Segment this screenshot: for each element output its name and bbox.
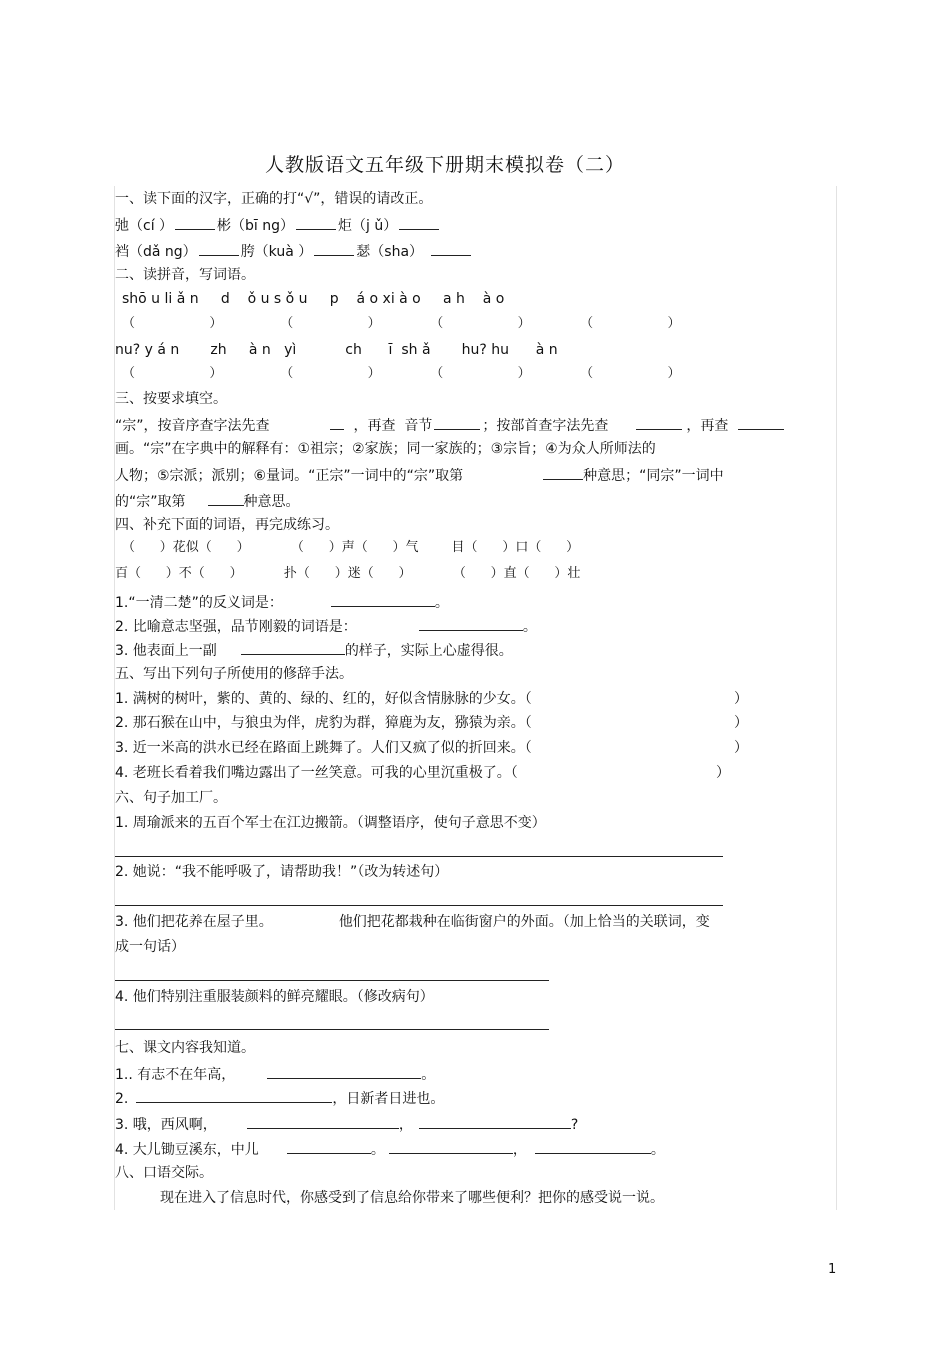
answer-blank[interactable]	[434, 413, 480, 430]
page-title: 人教版语文五年级下册期末模拟卷（二）	[264, 154, 625, 176]
s4-question-1	[115, 590, 449, 612]
s3-text: ，再查 音节	[353, 418, 433, 434]
answer-line[interactable]	[115, 980, 549, 981]
answer-blank[interactable]	[535, 1137, 651, 1154]
s7-question-1	[115, 1062, 435, 1084]
answer-blank[interactable]	[241, 638, 345, 655]
s4-text: 。	[434, 595, 449, 611]
answer-blank[interactable]	[419, 614, 523, 631]
s3-text: 种意思；“同宗”一词中	[583, 468, 724, 484]
s7-text: 3. 哦，西风啊，	[115, 1117, 217, 1133]
s7-text: 1.. 有志不在年高，	[115, 1067, 236, 1083]
section-6-heading: 六、句子加工厂。	[115, 790, 227, 806]
s7-text: ，日新者日进也。	[332, 1091, 445, 1107]
s4-text: 2. 比喻意志坚强，品节刚毅的词语是：	[115, 619, 357, 635]
s1-r2-item-1: 裆（dǎ ng）	[115, 244, 197, 260]
pinyin-row-2: nu? y á n zh à n yì ch ī sh ǎ hu? hu à n	[115, 342, 558, 358]
s3-text: ，再查	[686, 418, 729, 434]
s1-r2-item-3: 瑟（sha）	[356, 244, 424, 260]
section-1-heading: 一、读下面的汉字，正确的打“√”，错误的请改正。	[115, 191, 433, 207]
s7-text: 。	[370, 1142, 385, 1158]
answer-blank[interactable]	[399, 213, 439, 230]
section-4-heading: 四、补充下面的词语，再完成练习。	[115, 517, 339, 533]
s7-question-2	[115, 1086, 444, 1108]
s6-question-2: 2. 她说：“我不能呼吸了，请帮助我！”（改为转述句）	[115, 864, 449, 880]
answer-blank[interactable]	[543, 463, 583, 480]
answer-blank[interactable]	[331, 590, 435, 607]
pinyin-row-1: shō u li ǎ n d ǒ u s ǒ u p á o xi à o a h à o	[122, 291, 505, 307]
s7-text: ?	[570, 1117, 579, 1133]
idiom-row-2[interactable]: 百（ ）不（ ） 扑（ ）迷（ ） （ ）直（ ）壮	[115, 566, 581, 581]
s1-r1-item-2: 彬（bī ng）	[217, 218, 295, 234]
s3-text: 的“宗”取第	[115, 494, 186, 510]
s3-line-3	[115, 463, 724, 485]
section-7-heading: 七、课文内容我知道。	[115, 1040, 255, 1056]
answer-blank[interactable]	[247, 1112, 399, 1129]
rhetoric-item-1: 1. 满树的树叶，紫的、黄的、绿的、红的，好似含情脉脉的少女。（	[115, 691, 532, 707]
s7-text: 2.	[115, 1091, 129, 1107]
s1-r1-item-1: 弛（cí ）	[115, 218, 174, 234]
section-8-heading: 八、口语交际。	[115, 1165, 213, 1181]
s1-row-1	[115, 213, 441, 235]
answer-blank[interactable]	[330, 413, 344, 430]
answer-blank[interactable]	[287, 1137, 371, 1154]
answer-line[interactable]	[115, 856, 723, 857]
s7-question-4	[115, 1137, 665, 1159]
answer-blank[interactable]	[314, 239, 354, 256]
s4-question-2	[115, 614, 537, 636]
s3-text: 人物；⑤宗派；派别；⑥量词。“正宗”一词中的“宗”取第	[115, 468, 464, 484]
answer-brackets-row-2[interactable]: （ ） （ ） （ ） （ ）	[122, 366, 681, 381]
s6-text: 他们把花都栽种在临街窗户的外面。（加上恰当的关联词，变	[338, 914, 710, 930]
s4-text: 1.“一清二楚”的反义词是：	[115, 595, 283, 611]
s6-text: 3. 他们把花养在屋子里。	[115, 914, 273, 930]
right-margin-line	[836, 186, 837, 1210]
answer-blank[interactable]	[199, 239, 239, 256]
answer-blank[interactable]	[431, 239, 471, 256]
section-3-heading: 三、按要求填空。	[115, 391, 227, 407]
s1-r1-item-3: 炬（j ǔ）	[338, 218, 398, 234]
s4-text: 的样子，实际上心虚得很。	[344, 643, 513, 659]
s4-question-3	[115, 638, 513, 660]
section-5-heading: 五、写出下列句子所使用的修辞手法。	[115, 666, 353, 682]
answer-blank[interactable]	[296, 213, 336, 230]
s1-row-2	[115, 239, 479, 261]
rhetoric-item-4: 4. 老班长看着我们嘴边露出了一丝笑意。可我的心里沉重极了。（	[115, 765, 518, 781]
s7-text: 。	[650, 1142, 665, 1158]
answer-blank[interactable]	[389, 1137, 513, 1154]
rhetoric-answer-close-3[interactable]: ）	[734, 740, 748, 756]
s3-line-4	[115, 489, 300, 511]
s3-line-2: 画。“宗”在字典中的解释有：①祖宗；②家族；同一家族的；③宗旨；④为众人所师法的	[115, 441, 656, 457]
idiom-row-1[interactable]: （ ）花似（ ） （ ）声（ ）气 目（ ）口（ ）	[122, 540, 580, 555]
rhetoric-answer-close-2[interactable]: ）	[734, 715, 748, 731]
answer-blank[interactable]	[267, 1062, 421, 1079]
rhetoric-answer-close-4[interactable]: ）	[716, 765, 730, 781]
s7-text: 4. 大儿锄豆溪东，中儿	[115, 1142, 259, 1158]
rhetoric-item-2: 2. 那石猴在山中，与狼虫为伴，虎豹为群，獐鹿为友，猕猿为亲。（	[115, 715, 532, 731]
rhetoric-answer-close-1[interactable]: ）	[734, 691, 748, 707]
answer-brackets-row-1[interactable]: （ ） （ ） （ ） （ ）	[122, 316, 681, 331]
s6-question-4: 4. 他们特别注重服装颜料的鲜亮耀眼。（修改病句）	[115, 989, 434, 1005]
s1-r2-item-2: 胯（kuà ）	[240, 244, 313, 260]
s7-question-3	[115, 1112, 578, 1134]
s4-text: 3. 他表面上一副	[115, 643, 217, 659]
answer-blank[interactable]	[175, 213, 215, 230]
s6-question-3	[115, 911, 710, 933]
answer-blank[interactable]	[636, 413, 682, 430]
s3-line-1	[115, 413, 784, 435]
s6-question-1: 1. 周瑜派来的五百个军士在江边搬箭。（调整语序，使句子意思不变）	[115, 815, 546, 831]
answer-blank[interactable]	[419, 1112, 571, 1129]
answer-line[interactable]	[115, 1029, 549, 1030]
answer-blank[interactable]	[136, 1086, 332, 1103]
s3-text: 种意思。	[243, 494, 300, 510]
s7-text: ，	[398, 1117, 413, 1133]
s6-question-3-cont: 成一句话）	[115, 939, 185, 955]
s4-text: 。	[522, 619, 537, 635]
oral-communication-prompt: 现在进入了信息时代，你感受到了信息给你带来了哪些便利？把你的感受说一说。	[160, 1190, 664, 1206]
answer-blank[interactable]	[208, 489, 244, 506]
s7-text: 。	[421, 1067, 436, 1083]
page-number: 1	[828, 1262, 837, 1277]
rhetoric-item-3: 3. 近一米高的洪水已经在路面上跳舞了。人们又疯了似的折回来。（	[115, 740, 532, 756]
s3-text: ；按部首查字法先查	[482, 418, 609, 434]
section-2-heading: 二、读拼音，写词语。	[115, 267, 255, 283]
s7-text: ，	[512, 1142, 527, 1158]
answer-line[interactable]	[115, 905, 723, 906]
answer-blank[interactable]	[738, 413, 784, 430]
s3-text: “宗”，按音序查字法先查	[115, 418, 270, 434]
